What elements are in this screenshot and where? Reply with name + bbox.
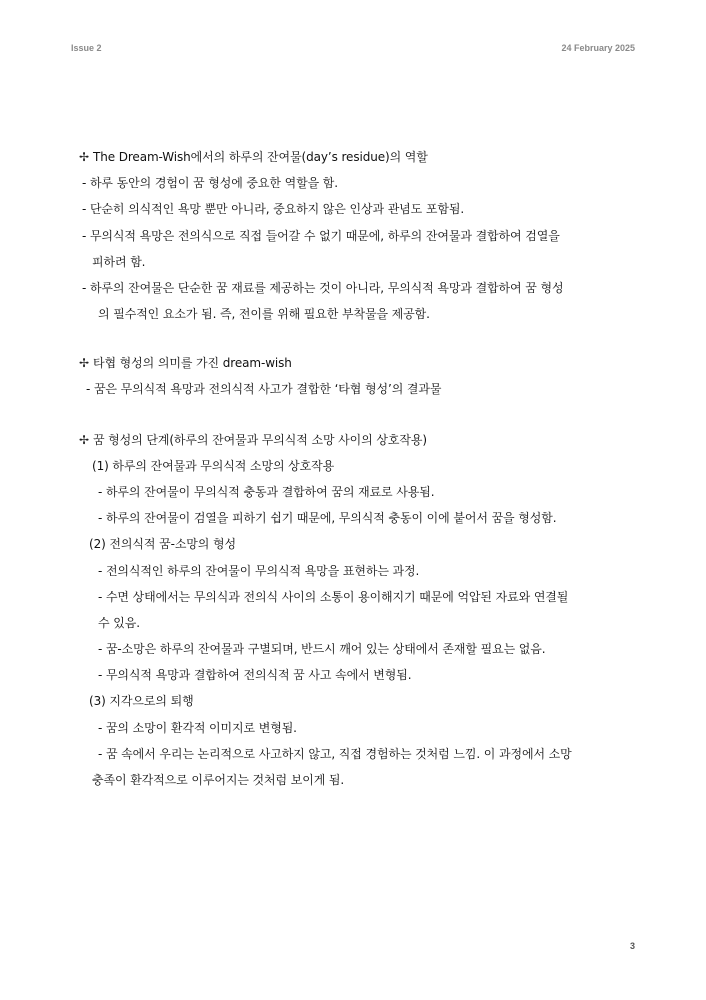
section1-line-2: - 단순히 의식적인 욕망 뿐만 아니라, 중요하지 않은 인상과 관념도 포함됨. (82, 202, 465, 216)
section3-line: - 하루의 잔여물이 검열을 피하기 쉽기 때문에, 무의식적 충동이 이에 붙어서 꿈을 형성함. (98, 511, 557, 525)
section3-line: - 꿈-소망은 하루의 잔여물과 구별되며, 반드시 깨어 있는 상태에서 존재할 필요는 없음. (98, 642, 546, 656)
section3-line: 수 있음. (98, 616, 140, 630)
section3-line: - 꿈 속에서 우리는 논리적으로 사고하지 않고, 직접 경험하는 것처럼 느낌. 이 과정에서 소망 (98, 747, 572, 761)
cross-bullet-icon: ✢ (79, 150, 89, 164)
page-number: 3 (629, 941, 635, 951)
cross-bullet-icon: ✢ (79, 433, 89, 447)
section3-line: - 꿈의 소망이 환각적 이미지로 변형됨. (98, 721, 297, 735)
section2-heading: ✢ 타협 형성의 의미를 가진 dream-wish (79, 356, 292, 370)
section3-line: - 수면 상태에서는 무의식과 전의식 사이의 소통이 용이해지기 때문에 억압된 자료와 연결될 (98, 590, 569, 604)
section1-line-4: 피하려 함. (92, 255, 146, 269)
section3-step1-title: (1) 하루의 잔여물과 무의식적 소망의 상호작용 (92, 459, 335, 473)
cross-bullet-icon: ✢ (79, 356, 89, 370)
header-date: 24 February 2025 (561, 43, 635, 53)
section1-line-3: - 무의식적 욕망은 전의식으로 직접 들어갈 수 없기 때문에, 하루의 잔여물과 결합하여 검열을 (82, 229, 560, 243)
section3-line: - 무의식적 욕망과 결합하여 전의식적 꿈 사고 속에서 변형됨. (98, 668, 412, 682)
section3-step2-title: (2) 전의식적 꿈-소망의 형성 (89, 537, 236, 551)
section3-step3-title: (3) 지각으로의 퇴행 (89, 694, 194, 708)
section2-line-1: - 꿈은 무의식적 욕망과 전의식적 사고가 결합한 ‘타협 형성’의 결과물 (86, 382, 442, 396)
section3-line: 충족이 환각적으로 이루어지는 것처럼 보이게 됨. (92, 773, 345, 787)
section3-line: - 전의식적인 하루의 잔여물이 무의식적 욕망을 표현하는 과정. (98, 564, 420, 578)
section1-line-1: - 하루 동안의 경험이 꿈 형성에 중요한 역할을 함. (82, 176, 339, 190)
section1-heading: ✢ The Dream-Wish에서의 하루의 잔여물(day’s residue)의 역할 (79, 150, 428, 164)
section3-heading: ✢ 꿈 형성의 단계(하루의 잔여물과 무의식적 소망 사이의 상호작용) (79, 433, 427, 447)
section3-line: - 하루의 잔여물이 무의식적 충동과 결합하여 꿈의 재료로 사용됨. (98, 485, 435, 499)
section1-line-5: - 하루의 잔여물은 단순한 꿈 재료를 제공하는 것이 아니라, 무의식적 욕망과 결합하여 꿈 형성 (82, 281, 564, 295)
section1-line-6: 의 필수적인 요소가 됨. 즉, 전이를 위해 필요한 부착물을 제공함. (98, 307, 430, 321)
header-issue: Issue 2 (71, 43, 102, 53)
